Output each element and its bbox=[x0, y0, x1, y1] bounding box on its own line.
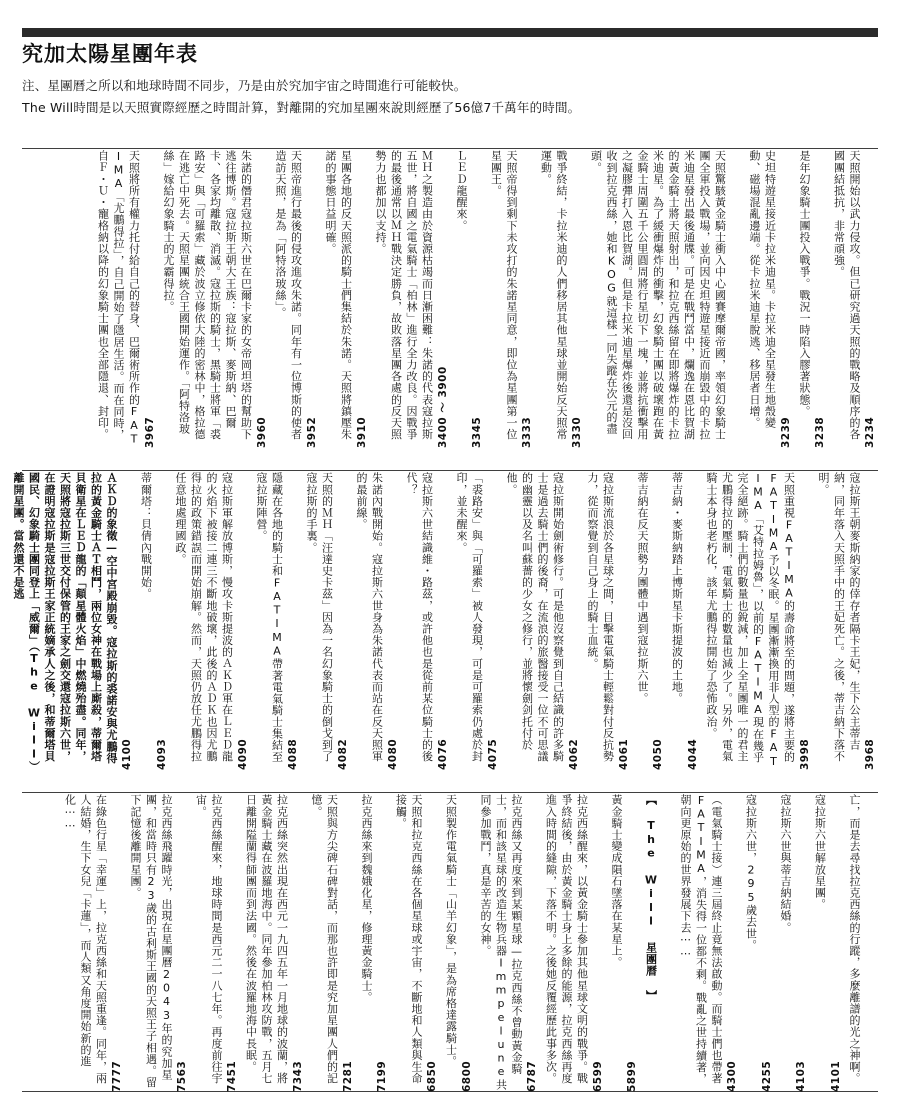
entry-year-cell bbox=[524, 792, 540, 1092]
entry-year-cell bbox=[435, 470, 451, 770]
entry-text: 【 The Will 星團曆 】 bbox=[644, 794, 658, 1002]
chronology-entry bbox=[353, 470, 401, 770]
chronology-entry bbox=[372, 148, 451, 448]
entry-text: 拉克西絲醒來，地球時間是西元二一八七年。再度前往宇宙。 bbox=[194, 794, 223, 1084]
entry-text: 寇拉斯軍解放博斯，慢攻卡斯提波的ＡＫＤ軍在ＬＥＤ龍的火焰下被接二連三不斷地破壞，此後的ＡＤＫ也因尤鵬得拉的政策錯誤而開始崩解。然而，天照仍放任尤鵬得拉任意地處理國政。 bbox=[174, 472, 234, 762]
entry-text: 天照與方尖碑石碑對話，而那也許即是究加星團人們的記憶。 bbox=[310, 794, 339, 1084]
entry-year: 7777 bbox=[110, 1060, 123, 1092]
entry-text: 在綠色行星「幸運」上，拉克西絲和天照重逢。同年，兩人結婚，生下女兒「卡蓮」，而人類又角度開始新的進化⋯⋯ bbox=[63, 794, 108, 1084]
entry-year: 4082 bbox=[336, 738, 349, 770]
entry-year-cell bbox=[340, 792, 356, 1092]
entry-year-cell bbox=[459, 792, 475, 1092]
entry-year-cell bbox=[519, 148, 535, 448]
entry-year: 4103 bbox=[795, 1060, 807, 1092]
entry-year-cell bbox=[142, 148, 158, 448]
chronology-entry bbox=[10, 470, 136, 770]
chronology-band-2 bbox=[12, 470, 878, 770]
entry-text: （電氣騎士接）連三屆終止竟無法啟動。而騎士們也帶著FATIMA，消失得一位都不剩。戰亂之世持續著，朝向更原始的世界發展下去⋯⋯ bbox=[679, 794, 723, 1085]
entry-year-cell bbox=[659, 792, 675, 1092]
chronology-entry bbox=[777, 792, 810, 1092]
chronology-entry bbox=[587, 148, 744, 448]
entry-year-cell bbox=[828, 792, 844, 1092]
entry-year-cell bbox=[154, 470, 170, 770]
chronology-entry bbox=[796, 148, 829, 448]
entry-text: 亡，而是去尋找拉克西絲的行蹤，多麼離譜的光之神啊。 bbox=[848, 794, 861, 1084]
entry-text: 黃金騎士變成隕石墜落在某星上。 bbox=[610, 794, 623, 968]
entry-text: ＬＥＤ龍醒來。 bbox=[455, 150, 468, 232]
entry-text: 拉克西絲又再度來到某顆星球—拉克西絲不曾動黃金騎士，而和該星球的改造生物兵器Immpelune共同參加戰鬥，真是辛苦的女神。 bbox=[479, 794, 523, 1091]
entry-year: 5899 bbox=[626, 1060, 638, 1092]
entry-year-cell bbox=[435, 148, 451, 448]
entry-year: 4076 bbox=[436, 738, 449, 770]
entry-year-cell bbox=[728, 148, 744, 448]
chronology-entry bbox=[137, 470, 170, 770]
entry-year: 4093 bbox=[155, 738, 168, 770]
chronology-band-3 bbox=[22, 792, 878, 1092]
entry-year-cell bbox=[224, 792, 240, 1092]
entry-year-cell bbox=[812, 148, 828, 448]
entry-year: 7343 bbox=[291, 1060, 304, 1092]
entry-year-cell bbox=[424, 792, 440, 1092]
entry-year: 7199 bbox=[376, 1060, 388, 1092]
entry-year-cell bbox=[385, 470, 401, 770]
entry-year-cell bbox=[109, 792, 125, 1092]
entry-text: 拉克西絲來到魏娥化星，修理黃金騎士。 bbox=[360, 794, 373, 1003]
entry-year: 3330 bbox=[571, 416, 583, 448]
entry-year-cell bbox=[778, 148, 794, 448]
chronology-entry bbox=[477, 792, 541, 1092]
entry-year: 3952 bbox=[305, 416, 318, 448]
entry-year-cell bbox=[862, 148, 878, 448]
chronology-entry bbox=[537, 148, 585, 448]
entry-year-cell bbox=[616, 470, 632, 770]
note-line-1: 注、星團曆之所以和地球時間不同步，乃是由於究加宇宙之時間進行可能較快。 bbox=[22, 78, 467, 94]
entry-year: 3998 bbox=[798, 738, 811, 770]
entry-text: 天照重視FATIMA的壽命將至的問題，遂將主要的FATIMA予以冬眠。星團漸漸換用非人型的FATIMA「艾特拉姆魯」，以前的FATIMA現在幾乎完全絕跡。騎士們的數量也銳減，加上全星團唯一的君主尤鵬得拉的壓制，電氣騎士的數量也減少了。另外，電氣騎士本身也老朽化，該年尤鵬得拉開始了恐怖政治。 bbox=[705, 472, 796, 769]
chronology-entry bbox=[811, 792, 844, 1092]
entry-year: 3968 bbox=[864, 738, 876, 770]
entry-year-cell bbox=[304, 148, 320, 448]
entry-year: 6599 bbox=[591, 1060, 604, 1092]
entry-text: 拉克西絲飛躍時光，出現在星團曆2043年的究加星團，和當時只有23歲的古利斯王國的天照王子相遇。留下記憶後離開星團。 bbox=[129, 794, 173, 1088]
entry-year-cell bbox=[335, 470, 351, 770]
entry-year-cell bbox=[485, 470, 501, 770]
entry-text: 天照的ＭＨ「汪達史卡茲」因為一名幻象騎士的倒戈到了寇拉斯的手裏。 bbox=[305, 472, 334, 762]
chronology-band-1 bbox=[22, 148, 878, 448]
entry-text: ＭＨ之製造由於資源枯竭而日漸困難：朱諾的代表寇拉斯五世，將自國之電氣騎士「柏林」進行全力改良。因戰爭的最後通常以ＭＨ戰決定勝負，故敗落星團各處的反天照勢力也都加以支持。 bbox=[374, 150, 434, 440]
entry-text: 寇拉斯流浪於各星球之間，目擊電氣騎士輕鬆對付反抗勢力，從而察覺到自己身上的騎士血統。 bbox=[586, 472, 615, 762]
entry-year: 3910 bbox=[355, 416, 368, 448]
entry-text: 天照帝得到剩下未攻打的朱諾星同意，即位為星團第一位星團王。 bbox=[489, 150, 518, 440]
chronology-entry bbox=[668, 470, 701, 770]
entry-year-cell bbox=[290, 792, 306, 1092]
chronology-entry bbox=[746, 148, 794, 448]
chronology-entry bbox=[742, 792, 775, 1092]
entry-year-cell bbox=[759, 792, 775, 1092]
entry-text: 寇拉斯六世解放星團。 bbox=[813, 794, 827, 910]
entry-text: 史坦特遊星接近卡拉米迪星。卡拉米迪全星發生地殼變動、磁場混亂邊端。從卡拉米迪星脫逃、移居者日增。 bbox=[748, 150, 777, 429]
chronology-entry bbox=[61, 792, 125, 1092]
entry-year-cell bbox=[650, 470, 666, 770]
entry-year-cell bbox=[469, 148, 485, 448]
chronology-entry bbox=[322, 148, 370, 448]
chronology-entry bbox=[703, 470, 813, 770]
entry-year: 6850 bbox=[426, 1060, 438, 1092]
chronology-entry bbox=[487, 148, 535, 448]
entry-year-cell bbox=[566, 470, 582, 770]
chronology-entry bbox=[303, 470, 351, 770]
entry-year: 3239 bbox=[779, 416, 792, 448]
chronology-entry bbox=[253, 470, 301, 770]
entry-text: 蒂吉納・麥斯納踏上博斯星卡斯提波的土地。 bbox=[670, 472, 684, 704]
entry-year-cell bbox=[793, 792, 809, 1092]
entry-year: 4100 bbox=[121, 738, 133, 770]
entry-year: 4075 bbox=[486, 738, 499, 770]
chronology-entry bbox=[160, 148, 270, 448]
entry-year: 7563 bbox=[176, 1060, 188, 1092]
entry-text: 寇拉斯六世，295歲去世。 bbox=[744, 794, 758, 951]
entry-year: 4080 bbox=[386, 738, 399, 770]
entry-year: 7281 bbox=[341, 1060, 354, 1092]
entry-year-cell bbox=[624, 792, 640, 1092]
entry-year-cell bbox=[235, 470, 251, 770]
entry-text: 朱諾內戰開始。寇拉斯六世身為朱諾代表而站在反天照軍的最前線。 bbox=[355, 472, 384, 762]
entry-text: 朱諾的僭君寇拉斯六世在巴爾卡家的女帝岡坦塔的幫助下逃往博斯。寇拉斯王朝大王族：寇拉斯、麥斯納、巴爾卡、各家均離散、消滅。寇拉斯的騎士，黑騎士將軍「裘路安」與「可羅索」藏於波立修依大陸的密林中，格拉德在逃亡中死去。天照星團統合王國開始運作。「阿特洛玻絲」嫁給幻象騎士的尤霸得拉。 bbox=[162, 150, 253, 440]
chronology-entry bbox=[634, 470, 667, 770]
chronology-entry bbox=[677, 792, 741, 1092]
entry-year: 3967 bbox=[143, 416, 156, 448]
entry-year: 4088 bbox=[286, 738, 299, 770]
entry-text: 天照製作電氣騎士「山羊幻象」，是為席格達露騎士。 bbox=[444, 794, 458, 1067]
note-line-2: The Will時間是以天照實際經歷之時間計算，對離開的究加星團來說則經歷了56億7千萬年的時間。 bbox=[22, 100, 581, 116]
entry-text: 蒂吉納在反天照勢力團體中遇到寇拉斯六世。 bbox=[636, 472, 649, 704]
chronology-entry bbox=[358, 792, 391, 1092]
entry-year: 6787 bbox=[526, 1060, 538, 1092]
entry-year-cell bbox=[254, 148, 270, 448]
entry-text: 是年幻象騎士團投入戰爭。戰況一時陷入膠著狀態。 bbox=[798, 150, 811, 417]
entry-year: 6800 bbox=[460, 1060, 473, 1092]
entry-year: 3400 〜 3900 bbox=[436, 366, 449, 448]
entry-year: 4090 bbox=[236, 738, 249, 770]
entry-text: 天照驚駭黃金騎士衝入中心國賽摩爾帝國，率領幻象騎士團全軍投入戰場，並向因史坦特遊星接近而崩毀中的卡拉米迪星發出最後通牒。可是在戰鬥當中，爛逸在恩比賀湖的黃金騎士將天照射出，和拉克西絲留在即將爆炸的卡拉米迪星。為了緩衝爆炸的衝擊，幻象騎士團以破壞跑在黃金騎士周圍五千公里圓周將行星切下一塊，並將抗衝擊用之凝膠彈打入恩比賀湖。但是卡拉米迪星爆炸後還是沒回收到拉克西絲，她和KOG就這樣一同失蹤在次元的盡頭。 bbox=[589, 150, 727, 440]
chronology-entry bbox=[127, 792, 191, 1092]
entry-year-cell bbox=[724, 792, 740, 1092]
entry-text: 星團各地的反天照派的騎士們集結於朱諾。天照將鎮壓朱諾的事態日益明確。 bbox=[324, 150, 353, 440]
header-block bbox=[22, 42, 878, 119]
entry-text: 戰爭終結，卡拉米迪的人們移居其他星球並開始反天照常運動。 bbox=[539, 150, 568, 440]
entry-text: 隱藏在各地的騎士和FATIMA帶著電氣騎士集結至寇拉斯陣營。 bbox=[255, 472, 284, 763]
chronology-entry bbox=[542, 792, 606, 1092]
entry-year-cell bbox=[119, 470, 135, 770]
entry-year-cell bbox=[285, 470, 301, 770]
page-title: 究加太陽星團年表 bbox=[22, 42, 198, 66]
entry-year: 4300 bbox=[726, 1060, 738, 1092]
chronology-entry bbox=[403, 470, 451, 770]
chronology-entry bbox=[584, 470, 632, 770]
chronology-entry bbox=[308, 792, 356, 1092]
entry-year: 3345 bbox=[471, 416, 483, 448]
entry-year: 3234 bbox=[864, 416, 876, 448]
chronology-entry bbox=[830, 148, 878, 448]
entry-text: 寇拉斯六世結識維・路茲，或許他也是從前某位騎士的後代？ bbox=[405, 472, 434, 762]
entry-text: 蒂爾塔：貝倩內戰開始。 bbox=[139, 472, 153, 600]
chronology-entry bbox=[846, 792, 879, 1092]
chronology-entry bbox=[453, 148, 486, 448]
chronology-entry bbox=[815, 470, 879, 770]
entry-year: 4101 bbox=[829, 1060, 842, 1092]
entry-year: 3238 bbox=[814, 416, 826, 448]
chronology-entry bbox=[453, 470, 501, 770]
chronology-entry bbox=[503, 470, 582, 770]
chronology-entry bbox=[242, 792, 306, 1092]
entry-text: 天照帝進行最後的侵攻進攻朱諾。同年有一位博斯的使者造訪天照，是為「阿特洛玻絲」。 bbox=[274, 150, 303, 440]
chronology-entry bbox=[642, 792, 675, 1092]
entry-year: 4061 bbox=[617, 738, 630, 770]
entry-year: 3960 bbox=[255, 416, 268, 448]
entry-year: 3333 bbox=[521, 416, 533, 448]
entry-year: 7451 bbox=[226, 1060, 238, 1092]
entry-text: 拉克西絲醒來，以黃金騎士參加其他星球文明的戰爭。戰爭終結後，由於黃金騎士身上多餘的能源，拉克西絲再度進入時間的縫隙，下落不明。之後她反覆經歷此事多次。 bbox=[544, 794, 589, 1084]
chronology-entry bbox=[192, 792, 240, 1092]
entry-text: ＡＫＤ的象徵—空中宮殿崩毀。寇拉斯的裘諾安與尤鵬得拉的黃金騎士ＡＴ相鬥，兩位女神在戰場上廝殺，蒂爾塔貝衛星在ＬＥＤ龍的「顛星體火焰」中燃燒殆盡。同年，天照將寇拉斯三世交付保管的王家之劍交還寇拉斯六世，在證明寇拉斯是寇拉斯王家正統嫡承人之後，和蒂爾塔貝國民、幻象騎士團同登上「威爾」（The Will）離開星團。當然還不是逃 bbox=[12, 472, 118, 767]
entry-text: 寇拉斯王朝麥斯納家的倖存者隔卡王妃，生下公主蒂吉納，同年落入天照手中的王妃死亡。之後，蒂吉納下落不明。 bbox=[817, 472, 861, 762]
entry-text: 「裘路安」與「可羅索」被人發現，可是可羅索仍處於封印，並未醒來。 bbox=[455, 472, 484, 762]
entry-text: 拉克西絲突然出現在西元一九四五年一月地球的波蘭，將黃金騎士藏在波羅地海中。同年參加柏林攻防戰，五月七日離開隘蘭得師團而到法國。然後在波羅地海中長眠。 bbox=[244, 794, 289, 1084]
entry-year: 4255 bbox=[760, 1060, 773, 1092]
chronology-entry bbox=[94, 148, 158, 448]
entry-year: 4050 bbox=[652, 738, 664, 770]
entry-year: 4044 bbox=[686, 738, 699, 770]
entry-year-cell bbox=[797, 470, 813, 770]
entry-text: 天照開始以武力侵攻。但已研究過天照的戰略及順序的各國團結抵抗，非常頑強。 bbox=[832, 150, 861, 440]
entry-year-cell bbox=[374, 792, 390, 1092]
chronology-entry bbox=[172, 470, 251, 770]
entry-year-cell bbox=[862, 792, 878, 1092]
chronology-entry bbox=[272, 148, 320, 448]
chronology-entry bbox=[608, 792, 641, 1092]
entry-year-cell bbox=[685, 470, 701, 770]
entry-text: 寇拉斯開始劍術修行。可是他沒察覺到自己結識的許多騎士是過去騎士們的後裔，在流浪的旅醫接受一位不可思議的幽靈以及名叫蘇薔的少女之修行，並將懷劍剑托付於他。 bbox=[505, 472, 565, 762]
entry-text: 天照和拉克西絲在各個星球或宇宙，不斷地和人類與生命接觸。 bbox=[394, 794, 423, 1084]
entry-year-cell bbox=[174, 792, 190, 1092]
entry-text: 寇拉斯六世與蒂吉納結婚。 bbox=[779, 794, 792, 934]
entry-year: 4062 bbox=[567, 738, 580, 770]
chronology-entry bbox=[442, 792, 475, 1092]
entry-year-cell bbox=[569, 148, 585, 448]
chronology-entry bbox=[392, 792, 440, 1092]
entry-year-cell bbox=[862, 470, 878, 770]
entry-year-cell bbox=[354, 148, 370, 448]
entry-year-cell bbox=[590, 792, 606, 1092]
entry-text: 天照將所有權力托付給自己的替身、巴爾術所作的FATIMA「尤鵬得拉」，自己開始了隱居生活。而在同時，自Ｆ・Ｕ・寵格納以降的幻象騎士團也全部隱退、封印。 bbox=[96, 150, 141, 446]
masthead-rule bbox=[22, 28, 878, 37]
